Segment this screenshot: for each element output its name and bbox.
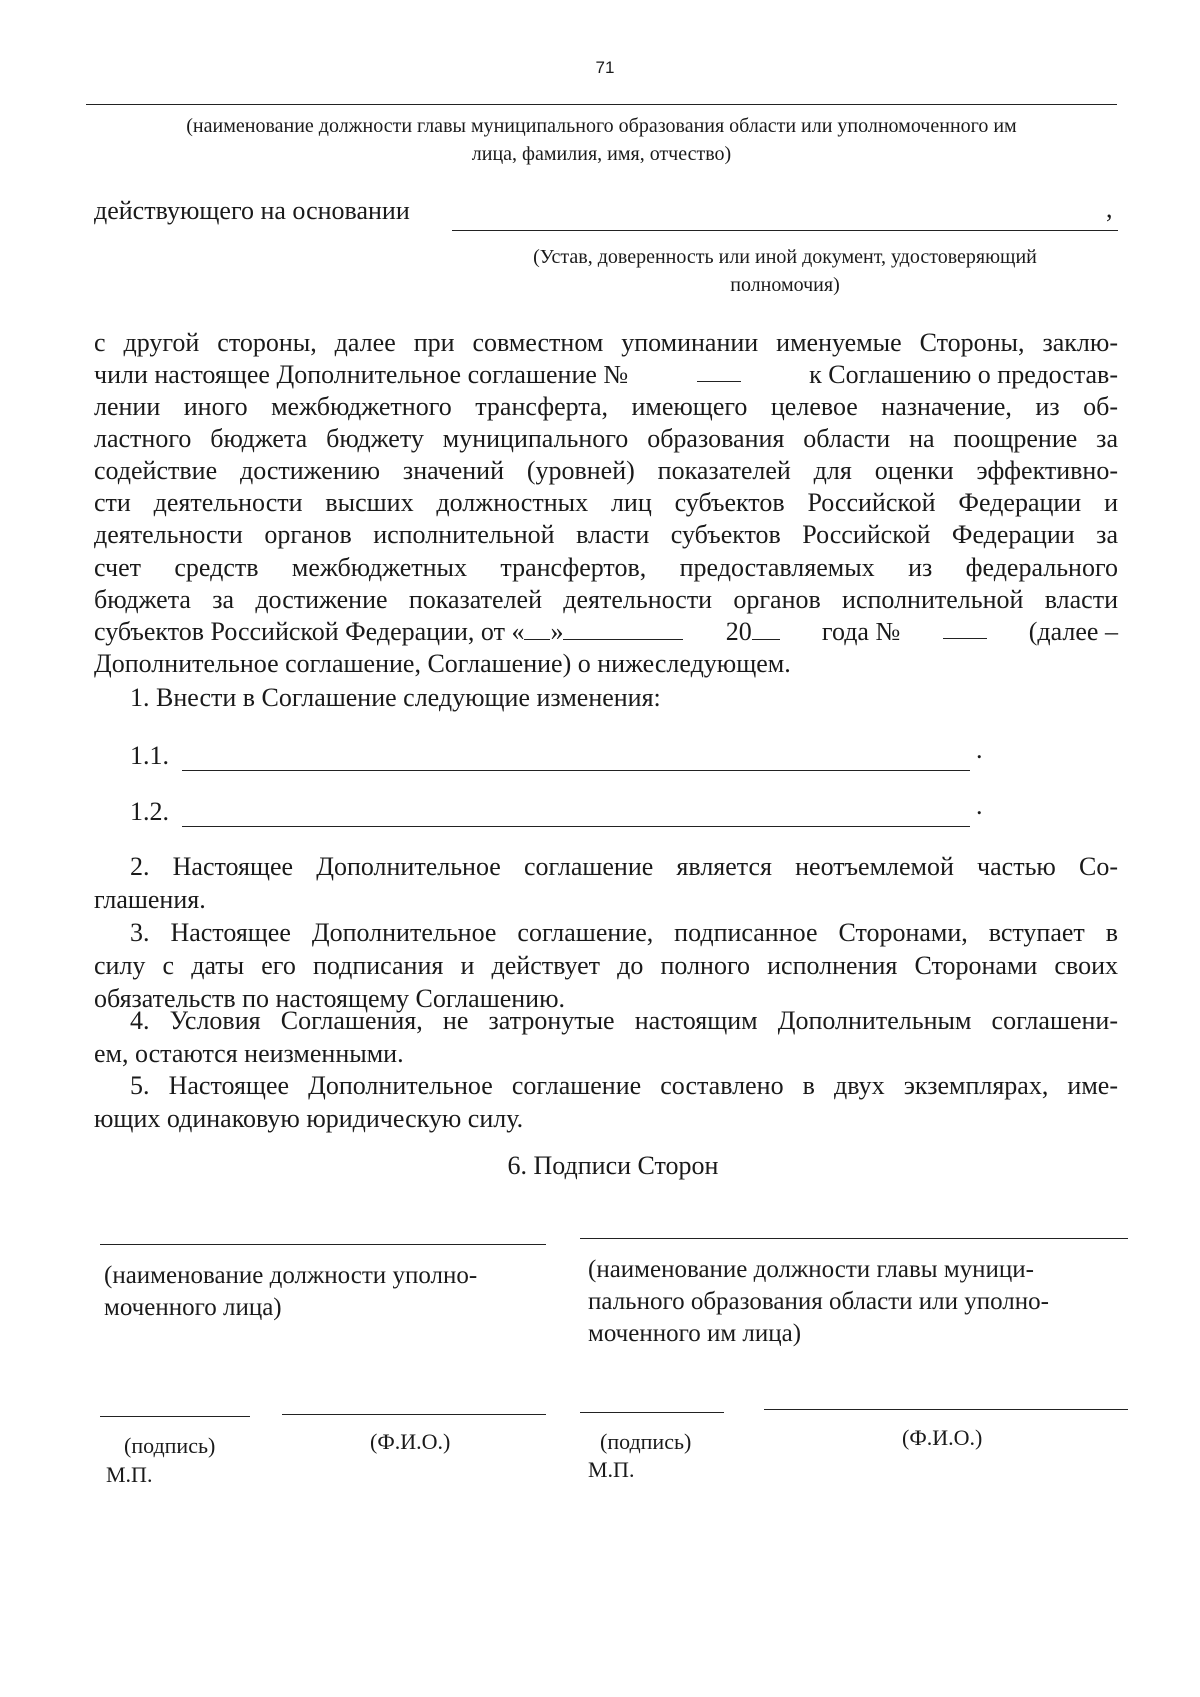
item-4-line: ем, остаются неизменными. [94,1039,404,1068]
left-name-line [282,1414,546,1415]
position-blank-line [86,104,1117,105]
item-1-2-blank-line [182,826,970,827]
position-caption-line1: (наименование должности главы муниципального образования области или уполномоченного им [186,115,1017,137]
item-1-1: 1.1. [130,741,169,770]
hereinafter-text: (далее – [1028,617,1118,646]
item-1-2-dot: . [976,791,983,820]
basis-blank-line [452,230,1118,231]
right-signature-label: (подпись) [600,1429,692,1454]
left-name-label: (Ф.И.О.) [370,1429,451,1454]
paragraph-line: бюджета за достижение показателей деятельности органов исполнительной власти [94,585,1118,614]
date-text: субъектов Российской Федерации, от « » [94,616,683,648]
item-1-2: 1.2. [130,797,169,826]
right-position-blank-line [580,1238,1128,1239]
paragraph-line: деятельности органов исполнительной власти субъектов Российской Федерации за [94,520,1118,549]
agreement-number-blank [697,359,741,382]
right-signature-line [580,1412,724,1413]
right-position-caption-line1: (наименование должности главы муници- [588,1256,1035,1283]
year-blank [752,617,780,640]
paragraph-line: содействие достижению значений (уровней) показателей для оценки эффективно- [94,456,1118,485]
item-2-line: 2. Настоящее Дополнительное соглашение является неотъемлемой частью Со- [130,852,1118,881]
item-3-line: 3. Настоящее Дополнительное соглашение, подписанное Сторонами, вступает в [130,918,1118,947]
item-5-line: ющих одинаковую юридическую силу. [94,1104,524,1133]
agreement-text: к Соглашению о предостав- [809,360,1118,389]
page-number: 71 [595,58,615,77]
right-name-label: (Ф.И.О.) [902,1425,983,1450]
paragraph-line: с другой стороны, далее при совместном упоминании именуемые Стороны, заклю- [94,328,1118,357]
paragraph-line: Дополнительное соглашение, Соглашение) о нижеследующем. [94,649,791,678]
item-3-line: обязательств по настоящему Соглашению. [94,984,566,1013]
paragraph-line: счет средств межбюджетных трансфертов, предоставляемых из федерального [94,553,1118,582]
paragraph-line [94,359,1118,391]
item-5-line: 5. Настоящее Дополнительное соглашение составлено в двух экземплярах, име- [130,1071,1118,1100]
day-blank [524,617,550,640]
right-position-caption-line2: пального образования области или уполно- [588,1288,1049,1315]
paragraph-line [94,616,1118,648]
number-blank [943,616,987,639]
signatures-title: 6. Подписи Сторон [507,1151,719,1180]
right-position-caption-line3: моченного им лица) [588,1320,802,1347]
left-position-caption-line1: (наименование должности уполно- [104,1262,478,1289]
paragraph-line: ластного бюджета бюджету муниципального образования области на поощрение за [94,424,1118,453]
month-blank [563,617,683,640]
right-name-line [764,1409,1128,1410]
position-caption-line2: лица, фамилия, имя, отчество) [471,143,732,165]
left-position-caption-line2: моченного лица) [104,1294,282,1321]
basis-label: действующего на основании [94,196,410,225]
item-3-line: силу с даты его подписания и действует до полного исполнения Сторонами своих [94,951,1118,980]
basis-comma: , [1106,194,1113,223]
paragraph-line: сти деятельности высших должностных лиц субъектов Российской Федерации и [94,488,1118,517]
left-position-blank-line [100,1244,546,1245]
number-label: года № [821,617,901,646]
left-seal-label: М.П. [106,1462,153,1487]
item-1-1-dot: . [976,735,983,764]
item-1-1-blank-line [182,770,970,771]
item-1: 1. Внести в Соглашение следующие изменения: [130,683,661,712]
left-signature-line [100,1416,250,1417]
item-4-line: 4. Условия Соглашения, не затронутые настоящим Дополнительным соглашени- [130,1006,1118,1035]
right-seal-label: М.П. [588,1457,635,1482]
left-signature-label: (подпись) [124,1433,216,1458]
basis-caption-line1: (Устав, доверенность или иной документ, удостоверяющий [533,246,1037,268]
paragraph-line: лении иного межбюджетного трансферта, имеющего целевое назначение, из об- [94,392,1118,421]
year-text: 20 [726,616,780,648]
basis-caption-line2: полномочия) [730,274,840,296]
agreement-text: чили настоящее Дополнительное соглашение № [94,360,629,389]
item-2-line: глашения. [94,885,206,914]
